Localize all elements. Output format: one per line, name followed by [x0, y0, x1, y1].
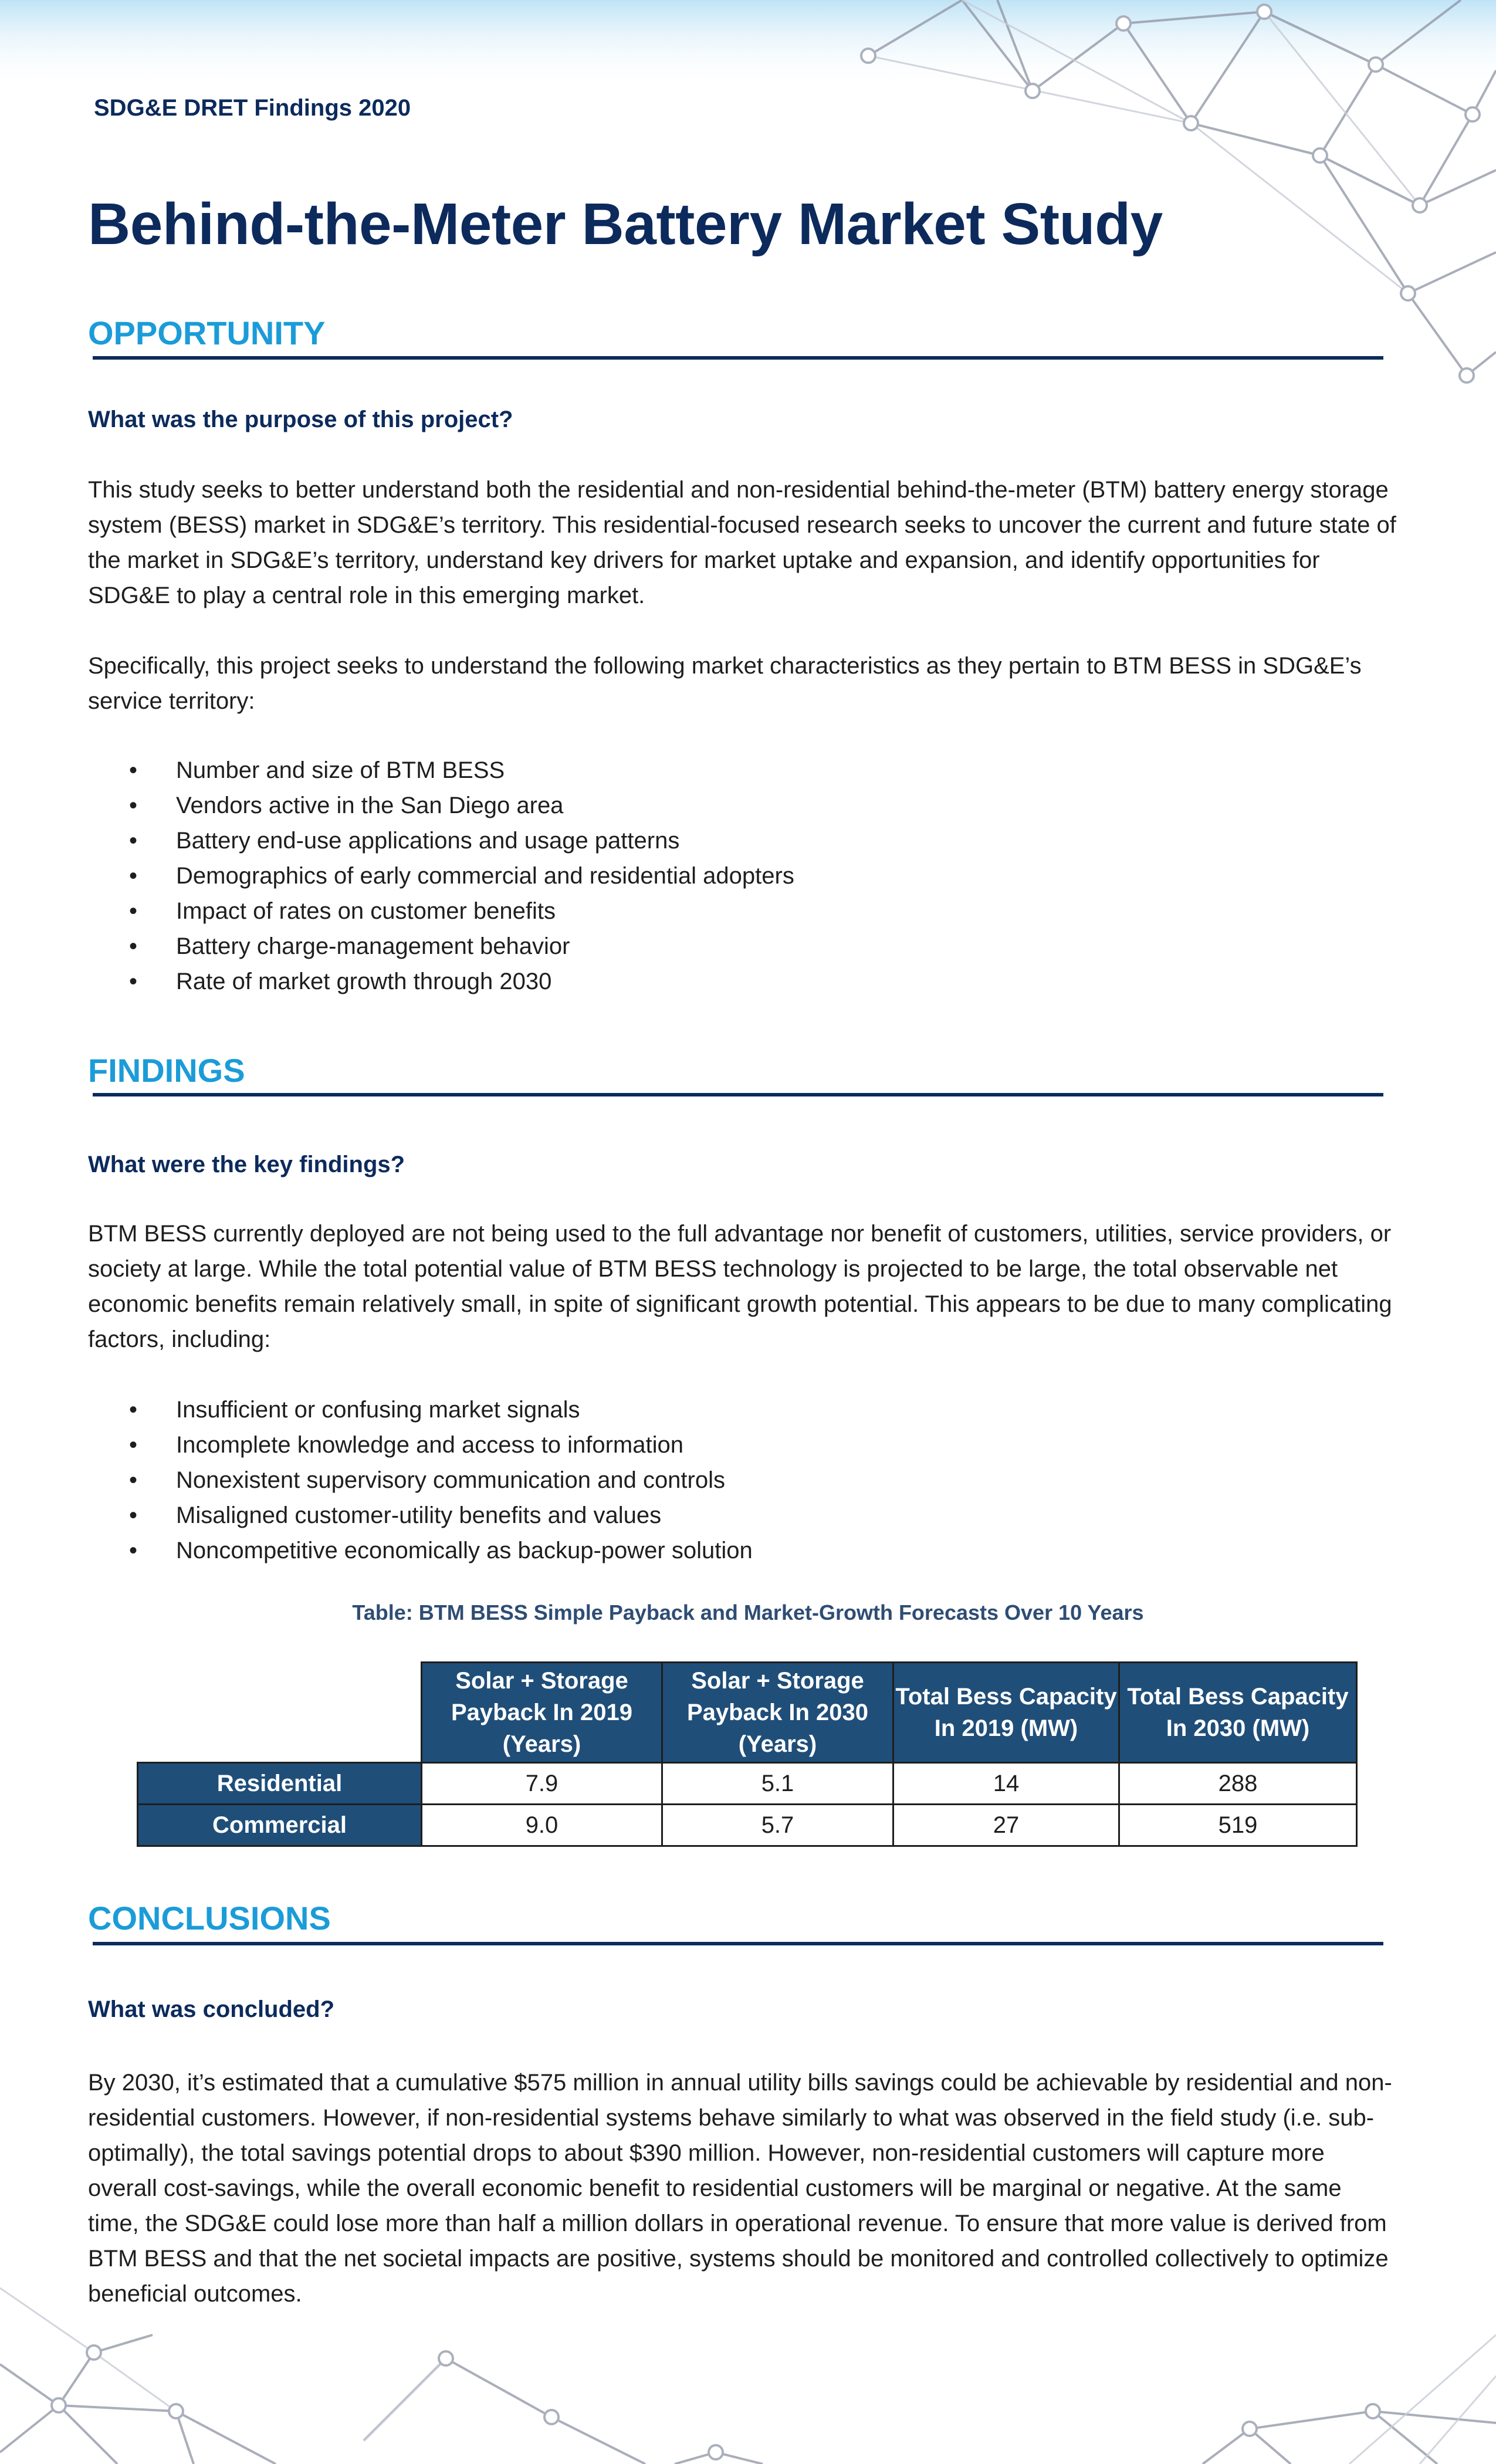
column-header: Total Bess Capacity In 2030 (MW) — [1119, 1663, 1357, 1763]
table-row — [138, 1805, 1357, 1846]
list-item: • Battery charge-management behavior — [88, 929, 794, 964]
payback-forecast-table — [137, 1661, 1358, 1847]
conclusions-paragraph-1: By 2030, it’s estimated that a cumulative $575 million in annual utility bills savings could be achievable by residential and non-residential customers. However, if non-residential systems behave similarly to what was observed in the field study (i.e. sub-optimally), the total savings potential drops to about $390 million. However, non-residential customers will capture more overall cost-savings, while the overall economic benefit to residential customers will be marginal or negative. At the same time, the SDG&E could lose more than half a million dollars in operational revenue. To ensure that more value is derived from BTM BESS and that the net societal impacts are positive, systems should be monitored and controlled collectively to optimize beneficial outcomes. — [88, 2070, 1392, 2307]
table-header-row — [138, 1663, 1357, 1763]
table-cell: 7.9 — [422, 1763, 662, 1805]
table-caption: Table: BTM BESS Simple Payback and Market-Growth Forecasts Over 10 Years — [352, 1600, 1144, 1624]
list-item: • Demographics of early commercial and residential adopters — [88, 858, 794, 893]
list-item: • Misaligned customer-utility benefits and values — [88, 1498, 753, 1533]
table-row — [138, 1763, 1357, 1805]
list-item: • Nonexistent supervisory communication and controls — [88, 1463, 753, 1498]
findings-bullet-list — [88, 1392, 753, 1568]
opportunity-divider — [93, 356, 1383, 360]
opportunity-paragraph-2: Specifically, this project seeks to understand the following market characteristics as they pertain to BTM BESS in SDG&E’s service territory: — [88, 653, 1362, 714]
findings-divider — [93, 1093, 1383, 1096]
list-item: • Noncompetitive economically as backup-power solution — [88, 1533, 753, 1568]
findings-paragraph-1: BTM BESS currently deployed are not being used to the full advantage nor benefit of customers, utilities, service providers, or society at large. While the total potential value of BTM BESS technology is projected to be large, the total observable net economic benefits remain relatively small, in spite of significant growth potential. This appears to be due to many complicating factors, including: — [88, 1221, 1392, 1352]
opportunity-question: What was the purpose of this project? — [88, 407, 513, 432]
opportunity-paragraph-1: This study seeks to better understand both the residential and non-residential behind-the-meter (BTM) battery energy storage system (BESS) market in SDG&E’s territory. This residential-focused research seeks to uncover the current and future state of the market in SDG&E’s territory, understand key drivers for market uptake and expansion, and identify opportunities for SDG&E to play a central role in this emerging market. — [88, 477, 1396, 608]
list-item: • Impact of rates on customer benefits — [88, 893, 794, 929]
conclusions-question: What was concluded? — [88, 1996, 335, 2022]
table-cell: 5.7 — [662, 1805, 893, 1846]
document-header-label: SDG&E DRET Findings 2020 — [94, 95, 411, 121]
row-header: Residential — [138, 1763, 422, 1805]
conclusions-divider — [93, 1942, 1383, 1945]
column-header: Total Bess Capacity In 2019 (MW) — [893, 1663, 1119, 1763]
findings-question: What were the key findings? — [88, 1152, 405, 1177]
table-cell: 27 — [893, 1805, 1119, 1846]
table-cell: 519 — [1119, 1805, 1357, 1846]
opportunity-heading: OPPORTUNITY — [88, 314, 326, 351]
list-item: • Vendors active in the San Diego area — [88, 788, 794, 823]
table-corner-cell — [138, 1663, 422, 1763]
table-cell: 5.1 — [662, 1763, 893, 1805]
list-item: • Rate of market growth through 2030 — [88, 964, 794, 999]
page-title: Behind-the-Meter Battery Market Study — [88, 191, 1163, 257]
list-item: • Insufficient or confusing market signals — [88, 1392, 753, 1427]
table-cell: 288 — [1119, 1763, 1357, 1805]
list-item: • Number and size of BTM BESS — [88, 753, 794, 788]
list-item: • Incomplete knowledge and access to information — [88, 1427, 753, 1463]
conclusions-heading: CONCLUSIONS — [88, 1900, 331, 1937]
list-item: • Battery end-use applications and usage patterns — [88, 823, 794, 858]
column-header: Solar + Storage Payback In 2019 (Years) — [422, 1663, 662, 1763]
table-cell: 9.0 — [422, 1805, 662, 1846]
row-header: Commercial — [138, 1805, 422, 1846]
column-header: Solar + Storage Payback In 2030 (Years) — [662, 1663, 893, 1763]
findings-heading: FINDINGS — [88, 1052, 245, 1089]
opportunity-bullet-list — [88, 753, 794, 999]
table-cell: 14 — [893, 1763, 1119, 1805]
